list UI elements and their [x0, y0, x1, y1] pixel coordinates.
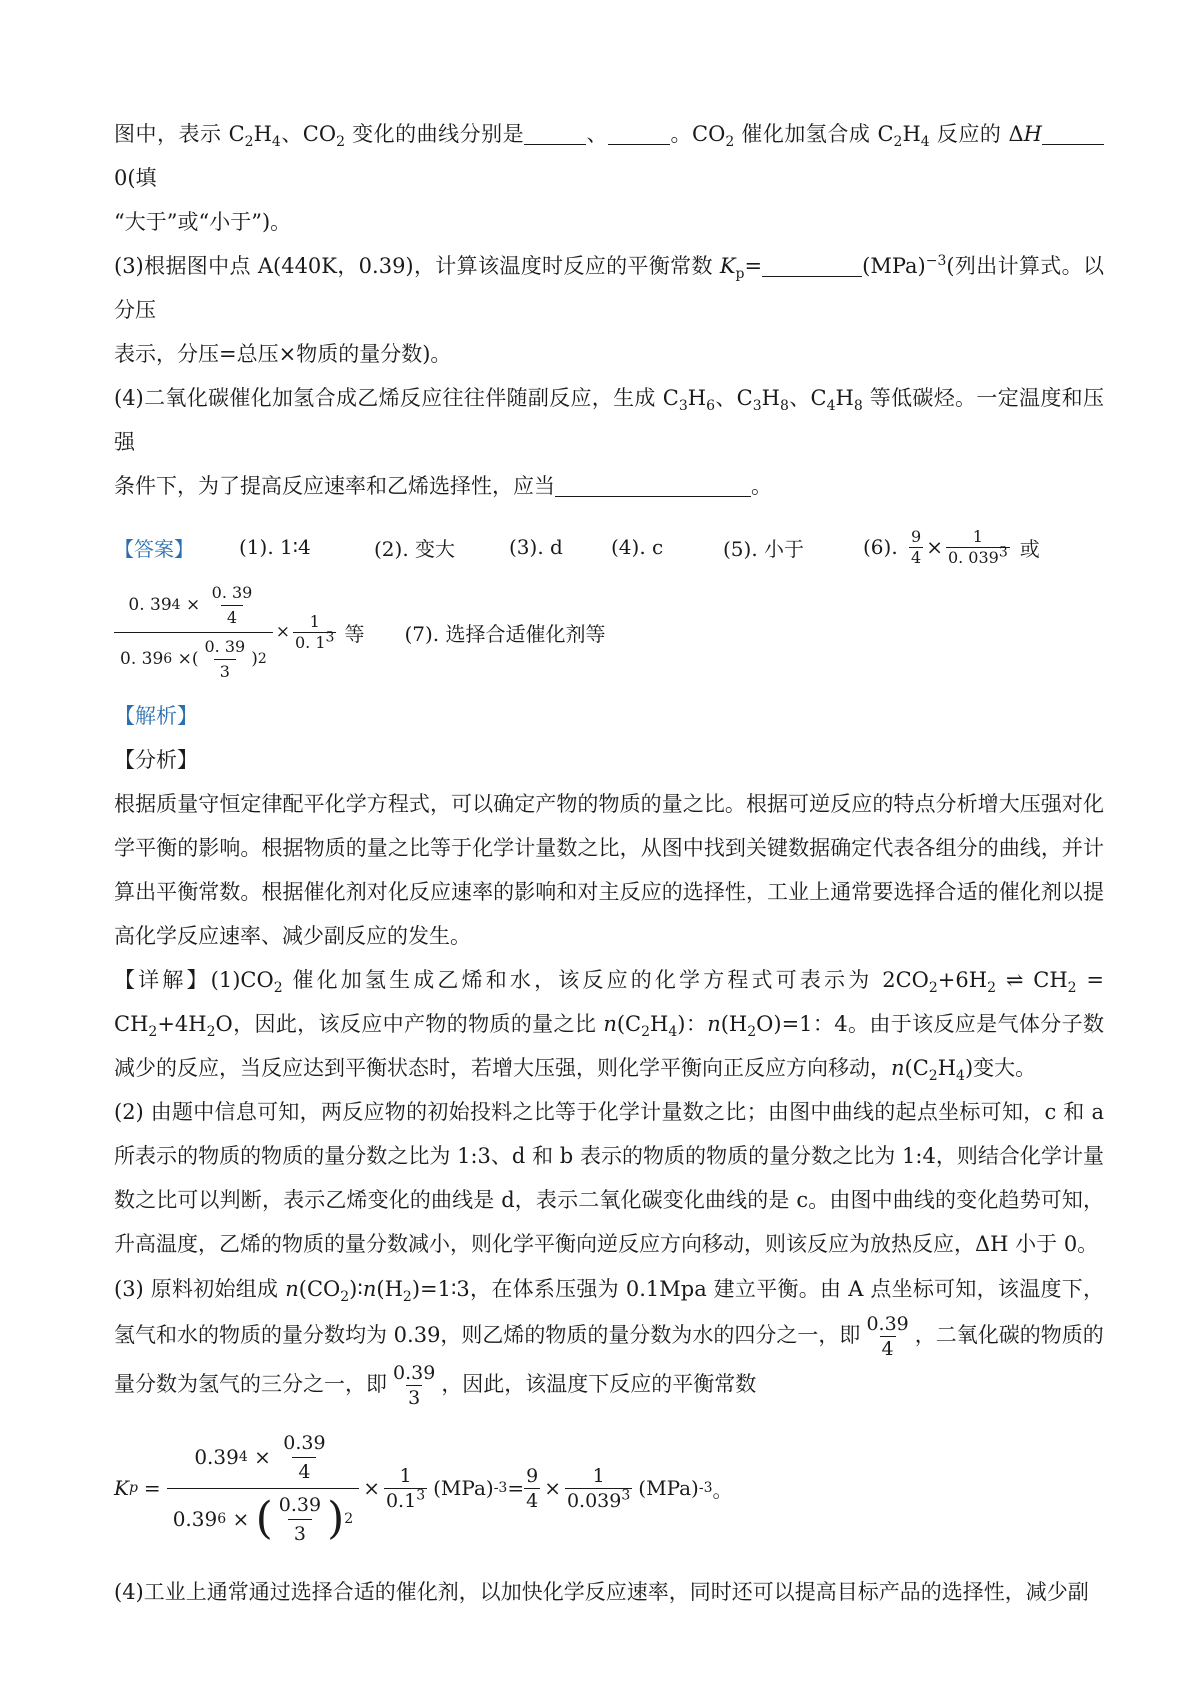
- answer-alt-expression: 0. 39 4 × $\frac{0. 39}{4}$ 0. 39 6 ×( $\frac{0. 39}{3}$ ) 2 × $\frac{1}{0. 1^3}$ 等 (7). 选择合适催化剂等: [114, 580, 1104, 684]
- answer-item-1: (1). 1∶4: [239, 535, 311, 559]
- q4-line2: 条件下，为了提高反应速率和乙烯选择性，应当 。: [114, 474, 772, 498]
- blank-q4[interactable]: [555, 476, 751, 497]
- answer-alt-frac: 0. 39 4 × $\frac{0. 39}{4}$ 0. 39 6 ×( $\frac{0. 39}{3}$ ) 2: [114, 579, 273, 686]
- detail-p1: 【详解】$(1)CO_2$ 催化加氢生成乙烯和水，该反应的化学方程式可表示为 $2CO_2+6H_2$ ⇌ $CH_2 = CH_2+4H_2O$，因此，该反应中产物的物质的量之比 $n(C_2H_4)$：$n(H_2O)=1$：4。由于该反应是气体分子数减少的反应，当反应达到平衡状态时，若增大压强，则化学平衡向正反应方向移动，$n(C_2H_4)$变大。: [114, 968, 1104, 1085]
- kp-frac-1-01: $\frac{1}{0.1^3}$: [385, 1464, 426, 1512]
- answer-item-3: (3). d: [509, 535, 563, 559]
- answer-item-7: (7). 选择合适催化剂等: [404, 621, 606, 646]
- answer-item-2: (2). 变大: [374, 536, 456, 561]
- kp-frac-1-0039: $\frac{1}{0.039^3}$: [566, 1464, 631, 1512]
- q2-line1: 图中，表示 $C_2H_4$、$CO_2$ 变化的曲线分别是 、 。$CO_2$ 催化加氢合成 $C_2H_4$ 反应的 ΔH0(填: [114, 112, 1104, 200]
- blank-co2[interactable]: [608, 124, 670, 145]
- detail-p4: (4)工业上通常通过选择合适的催化剂，以加快化学反应速率，同时还可以提高目标产品的选择性，减少副: [114, 1580, 1089, 1604]
- fenxi-text: 根据质量守恒定律配平化学方程式，可以确定产物的物质的量之比。根据可逆反应的特点分析增大压强对化学平衡的影响。根据物质的量之比等于化学计量数之比，从图中找到关键数据确定代表各组分的曲线，并计算出平衡常数。根据催化剂对化反应速率的影响和对主反应的选择性，工业上通常要选择合适的催化剂以提高化学反应速率、减少副反应的发生。: [114, 792, 1104, 948]
- answer-frac-9-4: $\frac{9}{4}$: [911, 526, 922, 567]
- kp-frac-9-4: $\frac{9}{4}$: [526, 1464, 539, 1512]
- answer-alt-frac2: $\frac{1}{0. 1^3}$: [295, 611, 335, 652]
- detail-p2: (2) 由题中信息可知，两反应物的初始投料之比等于化学计量数之比；由图中曲线的起点坐标可知，c 和 a 所表示的物质的物质的量分数之比为 1:3、d 和 b 表示的物质的物质的量分数之比为 1:4，则结合化学计量数之比可以判断，表示乙烯变化的曲线是 d，表示二氧化碳变化曲线的是 c。由图中曲线的变化趋势可知，升高温度，乙烯的物质的量分数减小，则化学平衡向逆反应方向移动，则该反应为放热反应，ΔH 小于 0。: [114, 1100, 1104, 1256]
- answer-label: 【答案】: [114, 536, 194, 561]
- answer-frac-1-0039: $\frac{1}{0. 039^3}$: [947, 526, 1008, 567]
- answer-row: 【答案】 (1). 1∶4 (2). 变大 (3). d (4). c (5). 小于 (6). $\frac{9}{4}$ × $\frac{1}{0. 039^3}$ 或: [114, 526, 1040, 567]
- analysis-label: 【解析】: [114, 704, 198, 728]
- kp-equation: K p = 0.39 4 × $\frac{0.39}{4}$ 0.39 6 × ( $\frac{0.39}{3}$ ) 2 × $\frac{1}{0.1^3}$ (MPa) -3 = $\frac{9}{4}$ × $\frac{1}{0.039^3}$ (MPa) -3 。: [114, 1428, 1104, 1548]
- q2-line2: “大于”或“小于”)。: [114, 210, 292, 234]
- page: [114, 112, 1104, 1614]
- frac-039-3: $\frac{0.39}{3}$: [393, 1362, 436, 1409]
- frac-039-4: $\frac{0.39}{4}$: [866, 1313, 909, 1360]
- answer-item-6: (6).: [863, 535, 898, 559]
- q3-line1: (3)根据图中点 A(440K，0.39)，计算该温度时反应的平衡常数 $K_p= (MPa)^{-3}$(列出计算式。以分压: [114, 253, 1104, 322]
- detail-p3: (3) 原料初始组成 $n(CO_2)∶n(H_2)=1∶3$，在体系压强为 0.1Mpa 建立平衡。由 A 点坐标可知，该温度下，氢气和水的物质的量分数均为 0.39，则乙烯的物质的量分数为水的四分之一，即 $\frac{0.39}{4}$ ，二氧化碳的物质的 量分数为氢气的三分之一，即 $\frac{0.39}{3}$ ，因此，该温度下反应的平衡常数: [114, 1277, 1104, 1409]
- answer-item-5: (5). 小于: [723, 536, 805, 561]
- blank-dh[interactable]: [1042, 124, 1104, 145]
- blank-kp[interactable]: [762, 256, 862, 277]
- answer-item-4: (4). c: [611, 535, 664, 559]
- blank-c2h4[interactable]: [524, 124, 586, 145]
- q4-line1: (4)二氧化碳催化加氢合成乙烯反应往往伴随副反应，生成 $C_3H_6$、$C_3H_8$、$C_4H_8$ 等低碳烃。一定温度和压强: [114, 386, 1104, 454]
- fenxi-label: 【分析】: [114, 748, 198, 772]
- q3-line2: 表示，分压=总压×物质的量分数)。: [114, 342, 452, 366]
- kp-main-frac: 0.39 4 × $\frac{0.39}{4}$ 0.39 6 × ( $\frac{0.39}{3}$ ) 2: [167, 1427, 360, 1550]
